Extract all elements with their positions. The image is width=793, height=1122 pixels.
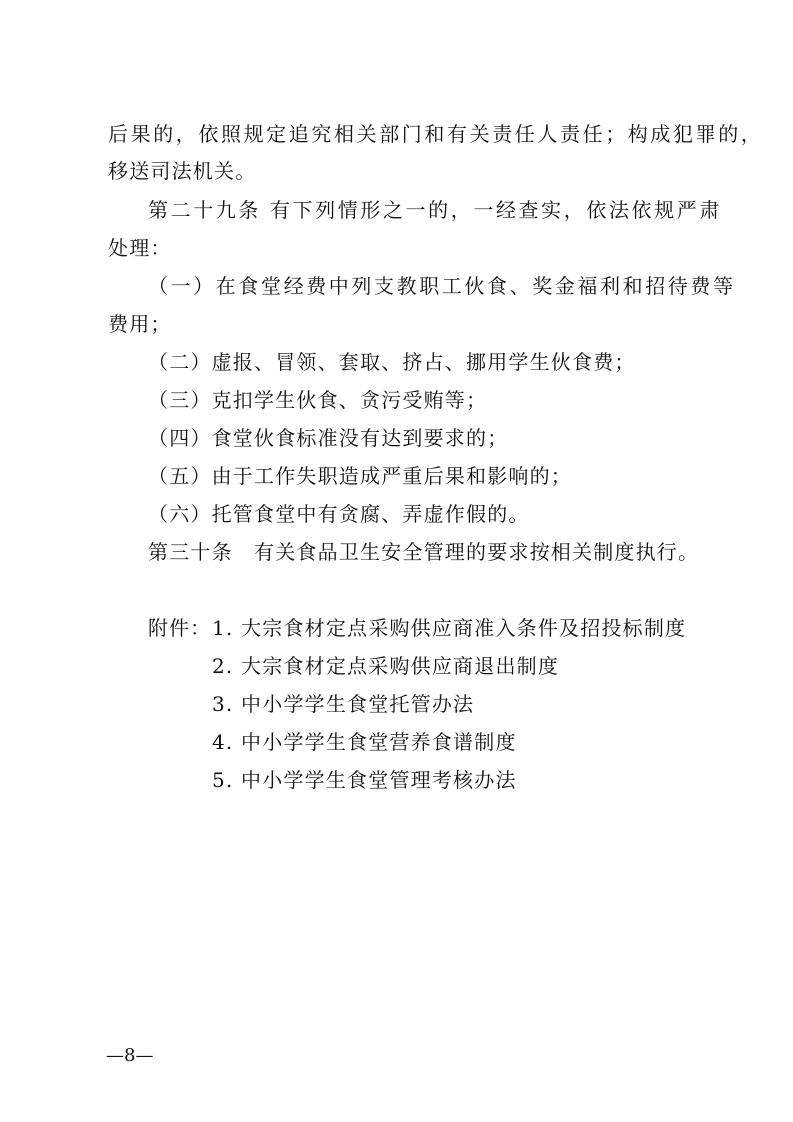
list-item-2: （二）虚报、冒领、套取、挤占、挪用学生伙食费； (148, 350, 636, 374)
article-30: 第三十条 有关食品卫生安全管理的要求按相关制度执行。 (148, 540, 700, 564)
article-29-continuation: 处理： (108, 236, 172, 260)
list-item-1: （一）在食堂经费中列支教职工伙食、奖金福利和招待费等 (148, 274, 736, 298)
paragraph-line-1: 后果的，依照规定追究相关部门和有关责任人责任；构成犯罪的， (108, 122, 764, 146)
attachment-item-1: 1. 大宗食材定点采购供应商准入条件及招投标制度 (212, 616, 687, 640)
paragraph-line-2: 移送司法机关。 (108, 159, 257, 183)
attachment-item-2: 2. 大宗食材定点采购供应商退出制度 (212, 654, 560, 678)
list-item-4: （四）食堂伙食标准没有达到要求的； (148, 426, 509, 450)
attachment-item-5: 5. 中小学学生食堂管理考核办法 (212, 768, 517, 792)
attachments-label: 附件： (148, 616, 211, 640)
list-item-6: （六）托管食堂中有贪腐、弄虚作假的。 (148, 502, 530, 526)
attachment-item-3: 3. 中小学学生食堂托管办法 (212, 692, 475, 716)
list-item-5: （五）由于工作失职造成严重后果和影响的； (148, 464, 572, 488)
article-29-heading: 第二十九条 有下列情形之一的，一经查实，依法依规严肃 (148, 198, 722, 222)
list-item-1-continuation: 费用； (108, 312, 172, 336)
list-item-3: （三）克扣学生伙食、贪污受贿等； (148, 388, 488, 412)
attachment-item-4: 4. 中小学学生食堂营养食谱制度 (212, 730, 517, 754)
page-number: —8— (106, 1045, 154, 1066)
